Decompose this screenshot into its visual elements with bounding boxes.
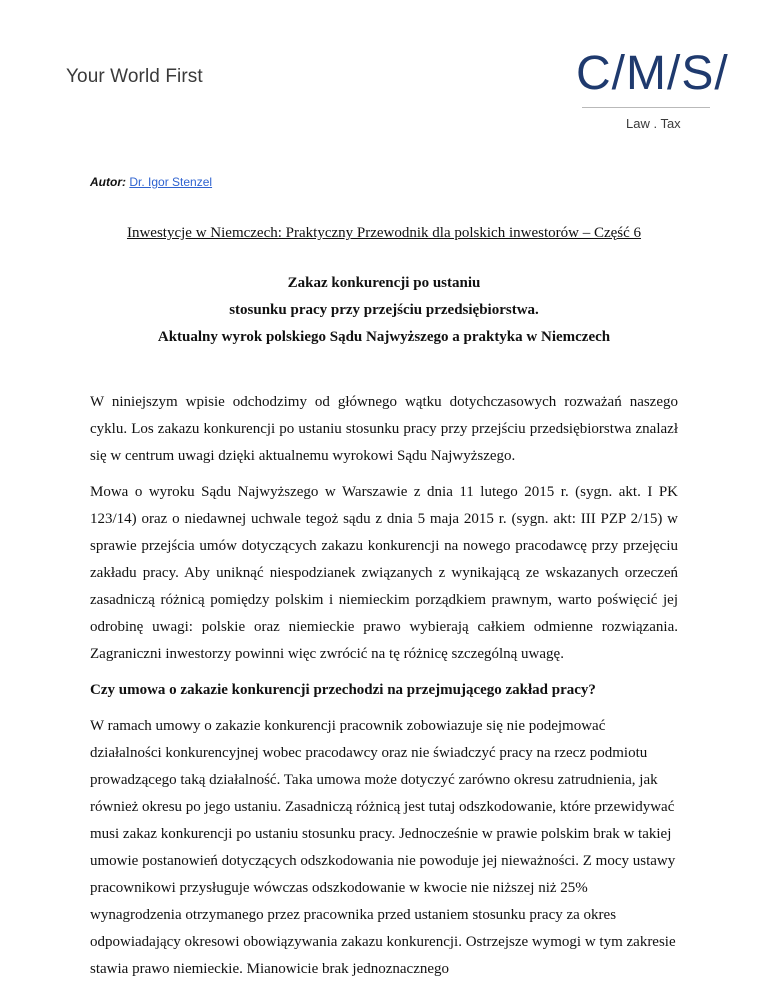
author-link[interactable]: Dr. Igor Stenzel	[129, 175, 213, 189]
paragraph-rulings: Mowa o wyroku Sądu Najwyższego w Warszawie z dnia 11 lutego 2015 r. (sygn. akt. I PK 123/14) oraz o niedawnej uchwale tegoż sądu z dnia 5 maja 2015 r. (sygn. akt: III PZP 2/15) w sprawie przejścia umów dotyczących zakazu konkurencji na nowego pracodawcę przy przejęciu zakładu pracy. Aby uniknąć niespodzianek związanych z wynikającą ze wskazanych orzeczeń zasadniczą różnicą pomiędzy polskim i niemieckim porządkiem prawnym, warto poświęcić jej odrobinę uwagi: polskie oraz niemieckie prawo wybierają całkiem odmienne rozwiązania. Zagraniczni inwestorzy powinni więc zwrócić na tę różnicę szczególną uwagę.	[90, 484, 678, 662]
logo-mark: C/M/S/	[576, 47, 729, 100]
article-title	[90, 270, 678, 351]
title-line-3: Aktualny wyrok polskiego Sądu Najwyższego a praktyka w Niemczech	[157, 329, 611, 345]
cms-logo	[576, 44, 729, 144]
slogan: Your World First	[66, 66, 203, 87]
title-line-2: stosunku pracy przy przejściu przedsiębiorstwa.	[229, 302, 539, 318]
article-body	[90, 389, 678, 992]
paragraph-section: W ramach umowy o zakazie konkurencji pracownik zobowiazuje się nie podejmować działalności konkurencyjnej wobec pracodawcy oraz nie świadczyć pracy na rzecz podmiotu prowadzącego taką działalność. Taka umowa może dotyczyć zarówno okresu zatrudnienia, jak również okresu po jego ustaniu. Zasadniczą różnicą jest tutaj odszkodowanie, które przewidywać musi zakaz konkurencji po ustaniu stosunku pracy. Jednocześnie w prawie polskim brak w takiej umowie postanowień dotyczących odszkodowania nie powoduje jej nieważności. Z mocy ustawy pracownikowi przysługuje wówczas odszkodowanie w kwocie nie niższej niż 25% wynagrodzenia otrzymanego przez pracownika przed ustaniem stosunku pracy za okres odpowiadający okresowi obowiązywania zakazu konkurencji. Ostrzejsze wymogi w tym zakresie stawia prawo niemieckie. Mianowicie brak jednoznacznego	[90, 718, 676, 977]
author-label: Autor:	[90, 175, 126, 189]
author-line	[90, 175, 212, 189]
logo-tagline: Law . Tax	[626, 116, 681, 131]
section-heading: Czy umowa o zakazie konkurencji przechodzi na przejmującego zakład pracy?	[90, 682, 596, 698]
paragraph-intro: W niniejszym wpisie odchodzimy od głównego wątku dotychczasowych rozważań naszego cyklu. Los zakazu konkurencji po ustaniu stosunku pracy przy przejściu przedsiębiorstwa znalazł się w centrum uwagi dzięki aktualnemu wyrokowi Sądu Najwyższego.	[90, 394, 678, 464]
logo-divider	[582, 107, 710, 108]
title-line-1: Zakaz konkurencji po ustaniu	[287, 275, 481, 291]
series-title: Inwestycje w Niemczech: Praktyczny Przewodnik dla polskich inwestorów – Część 6	[126, 225, 642, 241]
